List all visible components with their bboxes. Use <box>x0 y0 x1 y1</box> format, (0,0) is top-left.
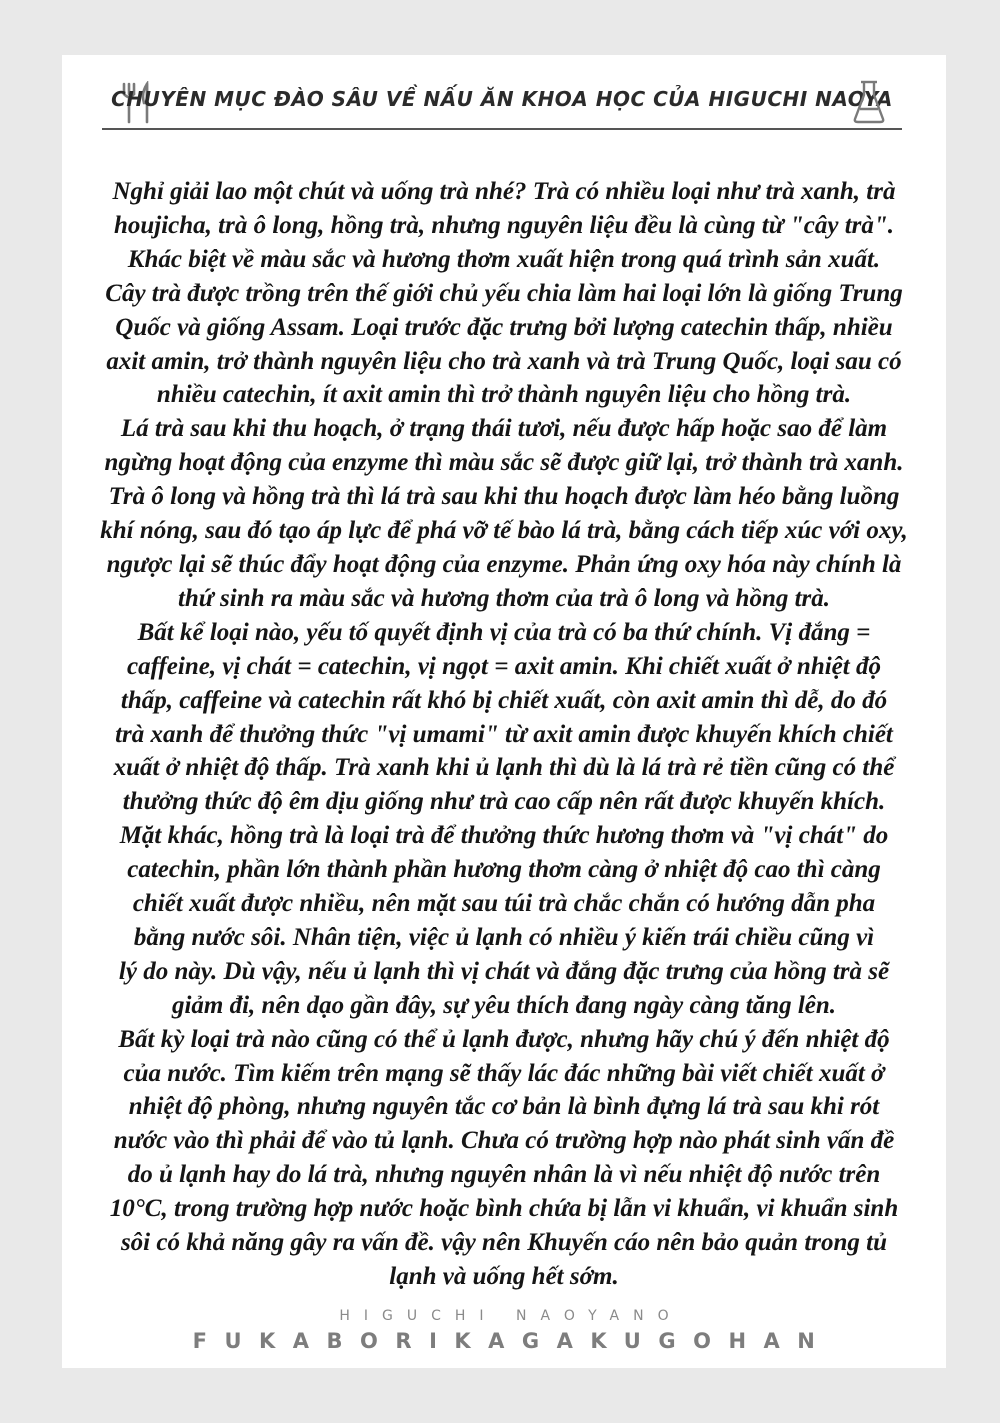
header-divider <box>102 128 902 130</box>
body-line: do ủ lạnh hay do lá trà, nhưng nguyên nhân là vì nếu nhiệt độ nước trên <box>127 1161 881 1189</box>
body-line: Quốc và giống Assam. Loại trước đặc trưng bởi lượng catechin thấp, nhiều <box>115 313 893 341</box>
article-body <box>86 175 922 1294</box>
body-line: caffeine, vị chát = catechin, vị ngọt = axit amin. Khi chiết xuất ở nhiệt độ <box>127 652 881 680</box>
body-line: khí nóng, sau đó tạo áp lực để phá vỡ tế bào lá trà, bằng cách tiếp xúc với oxy, <box>100 517 908 545</box>
body-line: của nước. Tìm kiếm trên mạng sẽ thấy lác đác những bài viết chiết xuất ở <box>123 1059 885 1087</box>
body-line: nhiệt độ phòng, nhưng nguyên tắc cơ bản là bình đựng lá trà sau khi rót <box>128 1093 880 1121</box>
body-line: chiết xuất được nhiều, nên mặt sau túi trà chắc chắn có hướng dẫn pha <box>132 890 876 918</box>
body-line: 10°C, trong trường hợp nước hoặc bình chứa bị lẫn vi khuẩn, vi khuẩn sinh <box>109 1195 899 1223</box>
body-line: Mặt khác, hồng trà là loại trà để thưởng thức hương thơm và "vị chát" do <box>119 822 889 850</box>
body-line: catechin, phần lớn thành phần hương thơm càng ở nhiệt độ cao thì càng <box>127 856 881 884</box>
body-line: giảm đi, nên dạo gần đây, sự yêu thích đang ngày càng tăng lên. <box>171 991 837 1019</box>
body-line: thấp, caffeine và catechin rất khó bị chiết xuất, còn axit amin thì dễ, do đó <box>120 686 888 714</box>
footer-series-title: FUKABORIKAGAKUGOHAN <box>192 1329 833 1353</box>
body-line: Trà ô long và hồng trà thì lá trà sau khi thu hoạch được làm héo bằng luồng <box>108 483 900 511</box>
body-line: nhiều catechin, ít axit amin thì trở thành nguyên liệu cho hồng trà. <box>156 381 852 409</box>
body-line: axit amin, trở thành nguyên liệu cho trà xanh và trà Trung Quốc, loại sau có <box>106 347 902 375</box>
page-sheet <box>62 55 946 1368</box>
body-line: ngược lại sẽ thúc đẩy hoạt động của enzyme. Phản ứng oxy hóa này chính là <box>106 550 902 578</box>
body-line: nước vào thì phải để vào tủ lạnh. Chưa có trường hợp nào phát sinh vấn đề <box>113 1127 895 1155</box>
body-line: xuất ở nhiệt độ thấp. Trà xanh khi ủ lạnh thì dù là lá trà rẻ tiền cũng có thể <box>113 754 895 782</box>
body-line: Cây trà được trồng trên thế giới chủ yếu chia làm hai loại lớn là giống Trung <box>105 279 903 307</box>
body-line: sôi có khả năng gây ra vấn đề. vậy nên Khuyến cáo nên bảo quản trong tủ <box>120 1229 888 1257</box>
body-line: thứ sinh ra màu sắc và hương thơm của trà ô long và hồng trà. <box>177 584 831 612</box>
body-line: Nghỉ giải lao một chút và uống trà nhé? Trà có nhiều loại như trà xanh, trà <box>112 178 896 205</box>
footer-series-author: HIGUCHI NAOYANO <box>339 1308 683 1324</box>
column-header <box>102 75 902 135</box>
body-line: Bất kỳ loại trà nào cũng có thể ủ lạnh được, nhưng hãy chú ý đến nhiệt độ <box>118 1025 890 1053</box>
body-line: bằng nước sôi. Nhân tiện, việc ủ lạnh có nhiều ý kiến trái chiều cũng vì <box>133 923 875 951</box>
flask-icon <box>852 79 886 130</box>
body-line: houjicha, trà ô long, hồng trà, nhưng nguyên liệu đều là cùng từ "cây trà". <box>113 211 895 239</box>
body-line: trà xanh để thưởng thức "vị umami" từ axit amin được khuyến khích chiết <box>115 720 893 748</box>
body-line: lý do này. Dù vậy, nếu ủ lạnh thì vị chát và đắng đặc trưng của hồng trà sẽ <box>118 957 890 985</box>
body-line: Khác biệt về màu sắc và hương thơm xuất hiện trong quá trình sản xuất. <box>127 245 881 273</box>
body-line: Bất kể loại nào, yếu tố quyết định vị của trà có ba thứ chính. Vị đắng = <box>137 618 871 646</box>
body-line: thưởng thức độ êm dịu giống như trà cao cấp nên rất được khuyến khích. <box>122 788 886 816</box>
body-line: lạnh và uống hết sớm. <box>389 1263 619 1290</box>
column-title: CHUYÊN MỤC ĐÀO SÂU VỀ NẤU ĂN KHOA HỌC CỦA HIGUCHI NAOYA <box>111 87 893 111</box>
body-line: Lá trà sau khi thu hoạch, ở trạng thái tươi, nếu được hấp hoặc sao để làm <box>120 415 888 443</box>
body-line: ngừng hoạt động của enzyme thì màu sắc sẽ được giữ lại, trở thành trà xanh. <box>104 449 904 477</box>
